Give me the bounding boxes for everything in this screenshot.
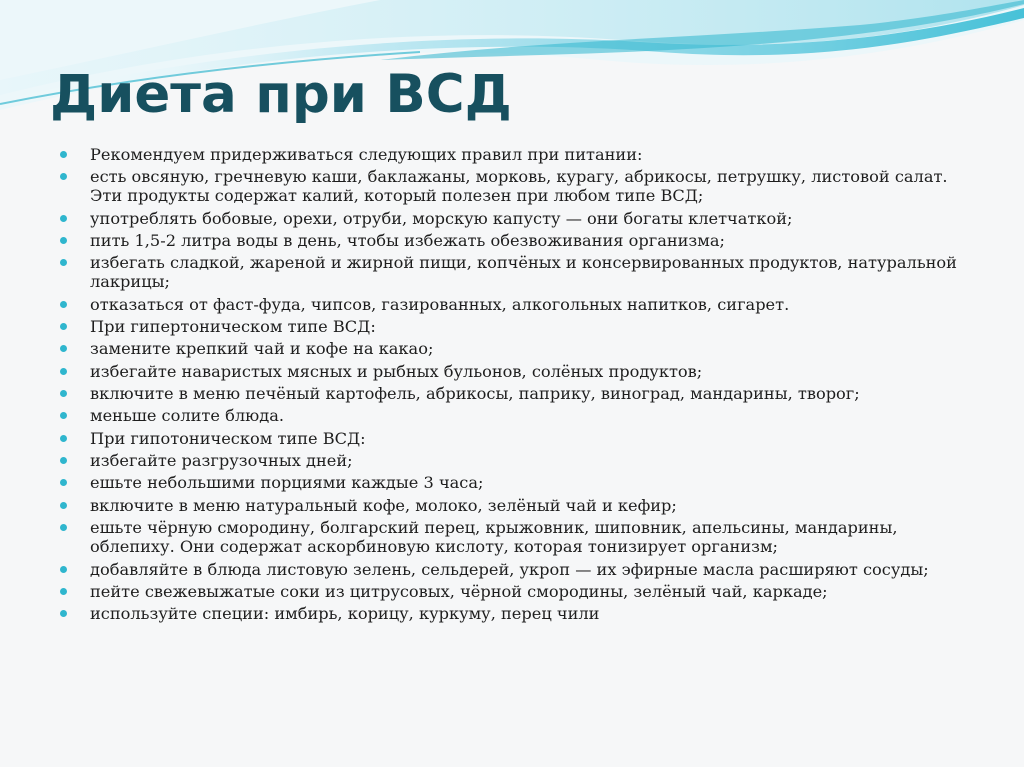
list-item-text: есть овсяную, гречневую каши, баклажаны, морковь, курагу, абрикосы, петрушку, листовой салат. Эти продукты содержат калий, который полезен при любом типе ВСД; bbox=[90, 167, 948, 206]
bullet-dot-icon bbox=[60, 457, 67, 464]
bullet-dot-icon bbox=[60, 151, 67, 158]
bullet-dot-icon bbox=[60, 412, 67, 419]
bullet-dot-icon bbox=[60, 259, 67, 266]
slide-title: Диета при ВСД bbox=[50, 64, 512, 125]
list-item-text: замените крепкий чай и кофе на какао; bbox=[90, 339, 434, 359]
list-item bbox=[58, 339, 958, 358]
list-item-text: добавляйте в блюда листовую зелень, сельдерей, укроп — их эфирные масла расширяют сосуды; bbox=[90, 559, 929, 579]
list-item-text: ешьте небольшими порциями каждые 3 часа; bbox=[90, 473, 484, 493]
bullet-dot-icon bbox=[60, 502, 67, 509]
bullet-dot-icon bbox=[60, 390, 67, 397]
list-item bbox=[58, 473, 958, 492]
bullet-dot-icon bbox=[60, 215, 67, 222]
list-item bbox=[58, 496, 958, 515]
list-item bbox=[58, 560, 958, 579]
list-item bbox=[58, 167, 958, 205]
bullet-dot-icon bbox=[60, 588, 67, 595]
list-item-text: включите в меню натуральный кофе, молоко, зелёный чай и кефир; bbox=[90, 495, 677, 515]
bullet-dot-icon bbox=[60, 237, 67, 244]
bullet-dot-icon bbox=[60, 610, 67, 617]
list-item-text: пейте свежевыжатые соки из цитрусовых, чёрной смородины, зелёный чай, каркаде; bbox=[90, 581, 828, 601]
list-item-text: избегайте разгрузочных дней; bbox=[90, 451, 353, 471]
list-item bbox=[58, 582, 958, 601]
bullet-dot-icon bbox=[60, 323, 67, 330]
list-item-text: избегайте наваристых мясных и рыбных бульонов, солёных продуктов; bbox=[90, 361, 703, 381]
bullet-dot-icon bbox=[60, 173, 67, 180]
bullet-list bbox=[58, 145, 958, 627]
list-item bbox=[58, 406, 958, 425]
bullet-dot-icon bbox=[60, 345, 67, 352]
bullet-dot-icon bbox=[60, 435, 67, 442]
list-item-text: отказаться от фаст-фуда, чипсов, газированных, алкогольных напитков, сигарет. bbox=[90, 294, 790, 314]
list-item bbox=[58, 209, 958, 228]
list-item-text: При гипертоническом типе ВСД: bbox=[90, 317, 376, 337]
list-item bbox=[58, 518, 958, 556]
bullet-dot-icon bbox=[60, 566, 67, 573]
list-item bbox=[58, 429, 958, 448]
list-item-text: Рекомендуем придерживаться следующих правил при питании: bbox=[90, 145, 643, 164]
list-item-text: употреблять бобовые, орехи, отруби, морскую капусту — они богаты клетчаткой; bbox=[90, 208, 793, 228]
list-item-text: включите в меню печёный картофель, абрикосы, паприку, виноград, мандарины, творог; bbox=[90, 384, 860, 404]
list-item-text: ешьте чёрную смородину, болгарский перец, крыжовник, шиповник, апельсины, мандарины, облепиху. Они содержат аскорбиновую кислоту, которая тонизирует организм; bbox=[90, 518, 898, 557]
list-item-text: избегать сладкой, жареной и жирной пищи, копчёных и консервированных продуктов, натуральной лакрицы; bbox=[90, 253, 957, 292]
list-item bbox=[58, 362, 958, 381]
list-item bbox=[58, 451, 958, 470]
bullet-dot-icon bbox=[60, 479, 67, 486]
list-item bbox=[58, 384, 958, 403]
list-item-text: пить 1,5-2 литра воды в день, чтобы избежать обезвоживания организма; bbox=[90, 231, 725, 251]
list-item bbox=[58, 231, 958, 250]
list-item-text: При гипотоническом типе ВСД: bbox=[90, 428, 366, 448]
list-item bbox=[58, 145, 958, 164]
bullet-dot-icon bbox=[60, 368, 67, 375]
list-item bbox=[58, 295, 958, 314]
bullet-dot-icon bbox=[60, 301, 67, 308]
list-item bbox=[58, 317, 958, 336]
bullet-dot-icon bbox=[60, 524, 67, 531]
list-item bbox=[58, 253, 958, 291]
list-item-text: используйте специи: имбирь, корицу, куркуму, перец чили bbox=[90, 604, 600, 624]
list-item bbox=[58, 604, 958, 623]
list-item-text: меньше солите блюда. bbox=[90, 406, 284, 426]
